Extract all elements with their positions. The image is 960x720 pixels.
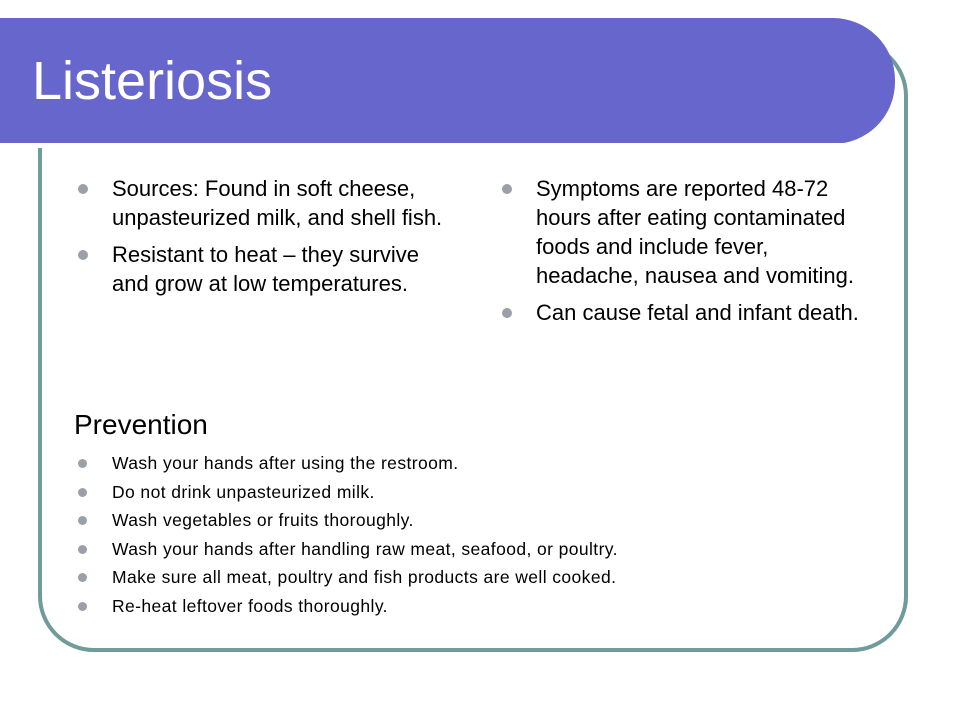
prevention-list bbox=[74, 449, 874, 620]
right-bullet-list bbox=[498, 174, 868, 335]
prevention-text: Do not drink unpasteurized milk. bbox=[112, 481, 375, 502]
prevention-text: Wash vegetables or fruits thoroughly. bbox=[112, 510, 414, 530]
bullet-icon bbox=[78, 459, 87, 468]
prevention-text: Make sure all meat, poultry and fish products are well cooked. bbox=[112, 567, 617, 587]
list-item bbox=[74, 174, 459, 232]
title-underline bbox=[0, 143, 848, 148]
list-item bbox=[74, 506, 874, 535]
bullet-icon bbox=[78, 545, 87, 554]
list-item bbox=[74, 478, 874, 507]
prevention-text: Re-heat leftover foods thoroughly. bbox=[112, 595, 388, 616]
bullet-icon bbox=[502, 184, 512, 194]
list-item bbox=[74, 563, 874, 592]
bullet-icon bbox=[78, 184, 88, 194]
list-item bbox=[498, 298, 868, 327]
prevention-text: Wash your hands after using the restroom. bbox=[112, 453, 459, 473]
bullet-text: Sources: Found in soft cheese, unpasteurized milk, and shell fish. bbox=[112, 176, 443, 230]
list-item bbox=[74, 240, 459, 298]
prevention-text: Wash your hands after handling raw meat, seafood, or poultry. bbox=[112, 538, 618, 559]
bullet-text: Can cause fetal and infant death. bbox=[536, 300, 859, 325]
bullet-text: Resistant to heat – they survive and grow at low temperatures. bbox=[112, 242, 419, 296]
list-item bbox=[74, 535, 874, 564]
bullet-icon bbox=[78, 250, 88, 260]
prevention-heading: Prevention bbox=[74, 409, 208, 440]
list-item bbox=[74, 449, 874, 478]
left-bullet-list bbox=[74, 174, 459, 306]
list-item bbox=[498, 174, 868, 290]
bullet-icon bbox=[78, 602, 87, 611]
slide-title: Listeriosis bbox=[32, 51, 273, 111]
bullet-icon bbox=[502, 308, 512, 318]
bullet-text: Symptoms are reported 48-72 hours after eating contaminated foods and include fever, headache, nausea and vomiting. bbox=[536, 176, 855, 288]
title-bar bbox=[0, 18, 895, 144]
bullet-icon bbox=[78, 488, 87, 497]
bullet-icon bbox=[78, 573, 87, 582]
list-item bbox=[74, 592, 874, 621]
bullet-icon bbox=[78, 516, 87, 525]
